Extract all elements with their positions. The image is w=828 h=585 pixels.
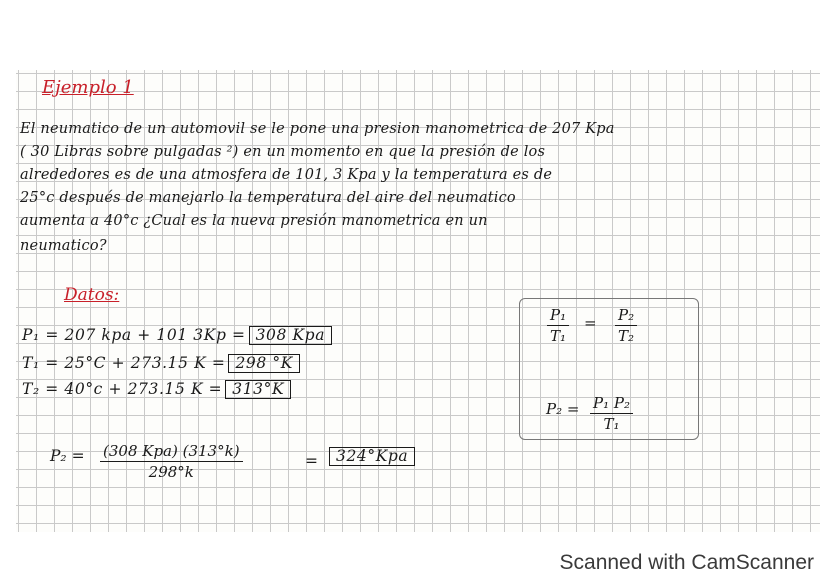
formula-p1-over-t1 <box>547 306 569 345</box>
fraction-denominator: T₁ <box>603 415 620 433</box>
problem-line-4: 25°c después de manejarlo la temperatura del aire del neumatico <box>20 190 516 206</box>
final-calc-lhs: P₂ = <box>50 447 85 465</box>
formula-equals: = <box>584 314 597 332</box>
fraction-numerator: P₁ P₂ <box>590 394 633 414</box>
formula-p2-fraction <box>590 394 633 433</box>
fraction-denominator: T₁ <box>550 327 567 345</box>
problem-line-5: aumenta a 40°c ¿Cual es la nueva presión manometrica en un <box>20 213 488 229</box>
data-row-expression: P₁ = 207 kpa + 101 3Kp = <box>22 326 246 344</box>
fraction-denominator: T₂ <box>618 327 635 345</box>
problem-line-6: neumatico? <box>20 238 107 254</box>
fraction-numerator: (308 Kpa) (313°k) <box>100 442 243 462</box>
datos-heading: Datos: <box>64 285 120 305</box>
example-title: Ejemplo 1 <box>42 77 134 98</box>
problem-line-3: alrededores es de una atmosfera de 101, 3 Kpa y la temperatura es de <box>20 167 553 183</box>
fraction-numerator: P₁ <box>547 306 569 326</box>
scanner-watermark: Scanned with CamScanner <box>559 551 814 574</box>
formula-p2-lhs: P₂ = <box>546 400 580 418</box>
final-calc-result: 324°Kpa <box>329 447 415 466</box>
data-row-result: 308 Kpa <box>249 326 332 345</box>
final-calc-result-wrap <box>326 447 415 466</box>
formula-p2-over-t2 <box>615 306 637 345</box>
data-row-expression: T₂ = 40°c + 273.15 K = <box>22 380 223 398</box>
data-row-t1 <box>22 354 300 373</box>
final-calc-fraction <box>100 442 243 481</box>
data-row-expression: T₁ = 25°C + 273.15 K = <box>22 354 226 372</box>
fraction-denominator: 298°k <box>148 463 194 481</box>
data-row-result: 298 °K <box>228 354 299 373</box>
final-calc-equals: = <box>305 452 318 470</box>
problem-line-1: El neumatico de un automovil se le pone una presion manometrica de 207 Kpa <box>20 121 615 137</box>
data-row-p1 <box>22 326 332 345</box>
data-row-t2 <box>22 380 291 399</box>
fraction-numerator: P₂ <box>615 306 637 326</box>
data-row-result: 313°K <box>225 380 291 399</box>
problem-line-2: ( 30 Libras sobre pulgadas ²) en un momento en que la presión de los <box>20 144 546 160</box>
